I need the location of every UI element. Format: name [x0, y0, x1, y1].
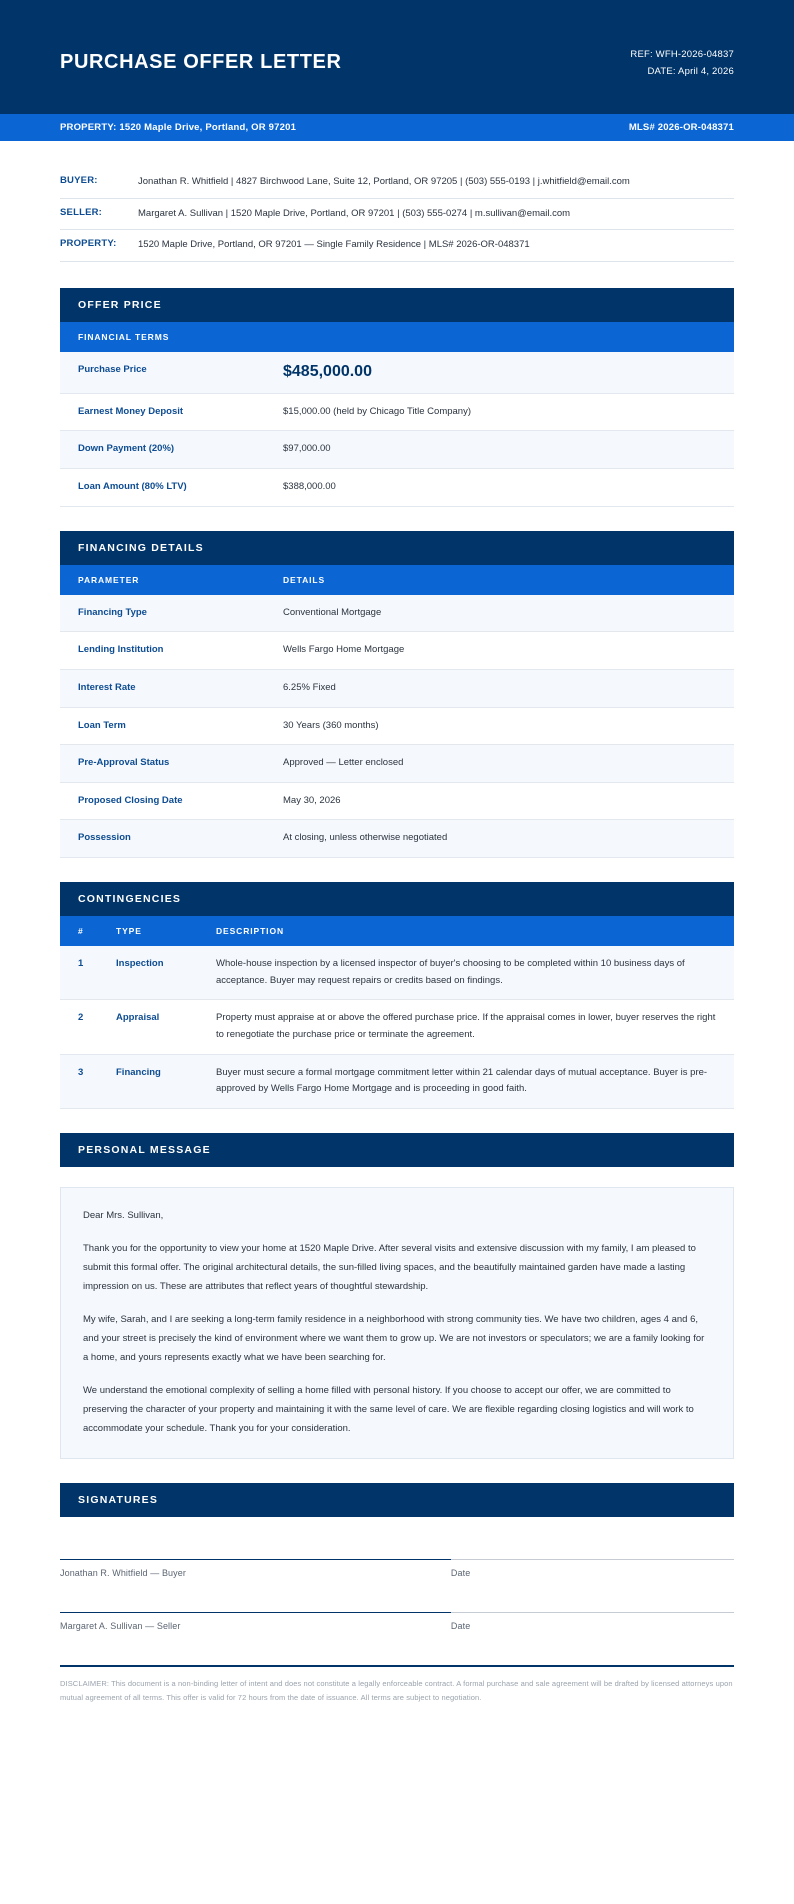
- financing-key-closing-date: Proposed Closing Date: [60, 782, 265, 820]
- signatures-section: [60, 1517, 734, 1766]
- property-bar-address: PROPERTY: 1520 Maple Drive, Portland, OR 97201: [60, 122, 297, 134]
- contingency-number-1: 1: [60, 946, 98, 1000]
- signature-caption-buyer: Jonathan R. Whitfield — Buyer: [60, 1567, 186, 1578]
- financial-terms-header-row: [60, 322, 734, 352]
- section-band-signatures: SIGNATURES: [60, 1483, 734, 1517]
- financing-column-parameter: PARAMETER: [60, 565, 265, 595]
- table-row: [60, 393, 734, 431]
- contingency-description-inspection: Whole-house inspection by a licensed inspector of buyer's choosing to be completed within 10 business days of acceptance. Buyer may request repairs or credits based on findings.: [198, 946, 734, 1000]
- personal-message-paragraph-2: My wife, Sarah, and I are seeking a long-term family residence in a neighborhood with strong community ties. We have two children, ages 4 and 6, and your street is precisely the kind of environment where we want them to grow up. We are not investors or speculators; we are a family looking for a home, and yours represents exactly what we have been searching for.: [83, 1313, 705, 1363]
- contingency-type-appraisal: Appraisal: [98, 1000, 198, 1054]
- header-meta: [630, 40, 734, 80]
- financing-value-closing-date: May 30, 2026: [265, 782, 734, 820]
- date-caption-buyer: Date: [450, 1567, 471, 1578]
- party-label-buyer: BUYER:: [60, 175, 98, 187]
- financing-key-possession: Possession: [60, 820, 265, 858]
- table-row: [60, 782, 734, 820]
- financing-value-preapproval: Approved — Letter enclosed: [265, 745, 734, 783]
- table-row: [60, 820, 734, 858]
- financing-key-interest-rate: Interest Rate: [60, 669, 265, 707]
- contingencies-column-type: TYPE: [98, 916, 198, 946]
- parties-section: [60, 167, 734, 262]
- table-row: [60, 431, 734, 469]
- financing-value-loan-term: 30 Years (360 months): [265, 707, 734, 745]
- page-title: PURCHASE OFFER LETTER: [60, 51, 342, 73]
- contingency-type-inspection: Inspection: [98, 946, 198, 1000]
- date-caption-seller: Date: [450, 1620, 471, 1631]
- table-row: [60, 352, 734, 393]
- section-band-offer-price: OFFER PRICE: [60, 288, 734, 322]
- financing-key-type: Financing Type: [60, 595, 265, 632]
- party-value-seller: Margaret A. Sullivan | 1520 Maple Drive, Portland, OR 97201 | (503) 555-0274 | m.sullivan@email.com: [138, 207, 571, 219]
- document-body: [0, 141, 794, 1765]
- table-row: [60, 707, 734, 745]
- financing-header-row: [60, 565, 734, 595]
- signature-field-seller[interactable]: [60, 1612, 451, 1631]
- contingency-description-appraisal: Property must appraise at or above the offered purchase price. If the appraisal comes in lower, buyer reserves the right to renegotiate the purchase price or terminate the agreement.: [198, 1000, 734, 1054]
- contingencies-table: [60, 916, 734, 1109]
- property-bar: [0, 114, 794, 141]
- party-row-buyer: [60, 167, 734, 199]
- financing-value-lender: Wells Fargo Home Mortgage: [265, 632, 734, 670]
- financial-value-earnest-money: $15,000.00 (held by Chicago Title Company): [265, 393, 734, 431]
- document-header: [0, 0, 794, 114]
- financing-value-possession: At closing, unless otherwise negotiated: [265, 820, 734, 858]
- party-label-seller: SELLER:: [60, 206, 103, 218]
- table-row: [60, 669, 734, 707]
- party-row-seller: [60, 199, 734, 231]
- financing-column-details: DETAILS: [265, 565, 734, 595]
- table-row: [60, 595, 734, 632]
- signature-row-seller: [60, 1612, 734, 1631]
- contingency-type-financing: Financing: [98, 1054, 198, 1108]
- financing-value-interest-rate: 6.25% Fixed: [265, 669, 734, 707]
- contingency-number-3: 3: [60, 1054, 98, 1108]
- section-band-financing-details: FINANCING DETAILS: [60, 531, 734, 565]
- signature-caption-seller: Margaret A. Sullivan — Seller: [60, 1620, 181, 1631]
- contingencies-header-row: [60, 916, 734, 946]
- personal-message-paragraph-3: We understand the emotional complexity of selling a home filled with personal history. If you choose to accept our offer, we are committed to preserving the character of your property and maintaining it with the same level of care. We are flexible regarding closing logistics and will work to accommodate your schedule. Thank you for your consideration.: [83, 1384, 694, 1434]
- table-row: [60, 946, 734, 1000]
- financial-terms-table: [60, 322, 734, 507]
- table-row: [60, 1000, 734, 1054]
- property-bar-mls: MLS# 2026-OR-048371: [628, 122, 734, 134]
- date-field-seller[interactable]: [451, 1612, 734, 1631]
- section-band-personal-message: PERSONAL MESSAGE: [60, 1133, 734, 1167]
- financing-key-loan-term: Loan Term: [60, 707, 265, 745]
- financial-key-down-payment: Down Payment (20%): [60, 431, 265, 469]
- table-row: [60, 632, 734, 670]
- financing-value-type: Conventional Mortgage: [265, 595, 734, 632]
- disclaimer-text: DISCLAIMER: This document is a non-binding letter of intent and does not constitute a legally enforceable contract. A formal purchase and sale agreement will be drafted by licensed attorneys upon mutual agreement of all terms. This offer is valid for 72 hours from the date of issuance. All terms are subject to negotiation.: [60, 1678, 733, 1703]
- financial-value-loan-amount: $388,000.00: [265, 469, 734, 507]
- section-band-contingencies: CONTINGENCIES: [60, 882, 734, 916]
- party-value-buyer: Jonathan R. Whitfield | 4827 Birchwood Lane, Suite 12, Portland, OR 97205 | (503) 555-0193 | j.whitfield@email.com: [138, 176, 630, 188]
- financial-key-purchase-price: Purchase Price: [60, 352, 265, 393]
- signature-field-buyer[interactable]: [60, 1559, 451, 1578]
- financial-key-loan-amount: Loan Amount (80% LTV): [60, 469, 265, 507]
- personal-message-box: [60, 1187, 734, 1459]
- party-value-property: 1520 Maple Drive, Portland, OR 97201 — Single Family Residence | MLS# 2026-OR-048371: [138, 239, 530, 251]
- contingency-description-financing: Buyer must secure a formal mortgage commitment letter within 21 calendar days of mutual acceptance. Buyer is pre-approved by Wells Fargo Home Mortgage and is proceeding in good faith.: [198, 1054, 734, 1108]
- contingencies-column-description: DESCRIPTION: [198, 916, 734, 946]
- date-field-buyer[interactable]: [451, 1559, 734, 1578]
- financing-details-table: [60, 565, 734, 858]
- table-row: [60, 745, 734, 783]
- financial-value-down-payment: $97,000.00: [265, 431, 734, 469]
- personal-message-paragraph-1: Thank you for the opportunity to view your home at 1520 Maple Drive. After several visits and extensive discussion with my family, I am pleased to submit this formal offer. The original architectural details, the sun-filled living spaces, and the beautifully maintained garden have made a lasting impression on us. These are attributes that reflect years of thoughtful stewardship.: [83, 1242, 696, 1292]
- financing-key-lender: Lending Institution: [60, 632, 265, 670]
- financial-value-purchase-price: $485,000.00: [265, 352, 734, 393]
- personal-message-salutation: Dear Mrs. Sullivan,: [83, 1209, 164, 1221]
- financing-key-preapproval: Pre-Approval Status: [60, 745, 265, 783]
- header-reference: REF: WFH-2026-04837: [630, 49, 734, 60]
- table-row: [60, 469, 734, 507]
- party-row-property: [60, 230, 734, 262]
- financial-key-earnest-money: Earnest Money Deposit: [60, 393, 265, 431]
- contingencies-column-number: #: [60, 916, 98, 946]
- signature-row-buyer: [60, 1559, 734, 1578]
- header-date: DATE: April 4, 2026: [647, 66, 734, 78]
- table-row: [60, 1054, 734, 1108]
- financial-terms-header: FINANCIAL TERMS: [60, 322, 734, 352]
- contingency-number-2: 2: [60, 1000, 98, 1054]
- party-label-property: PROPERTY:: [60, 238, 117, 250]
